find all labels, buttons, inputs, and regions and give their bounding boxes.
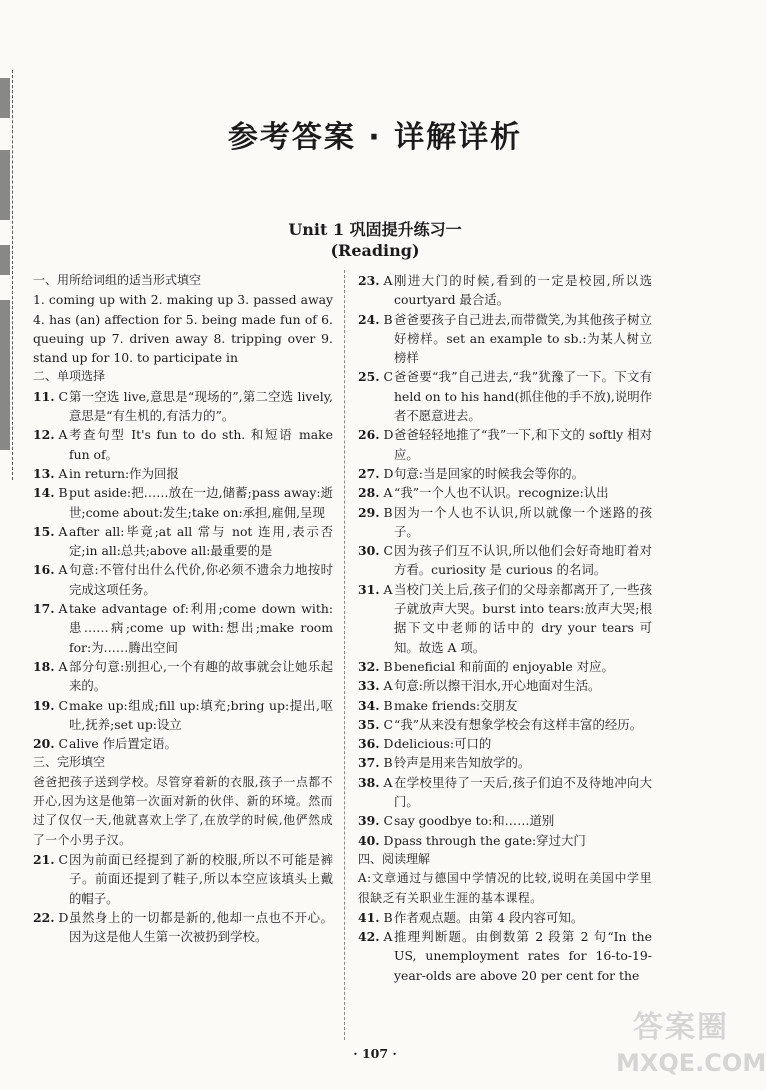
answer-item <box>358 734 652 753</box>
answer-letter: C <box>383 369 393 385</box>
answer-paragraph: 1. coming up with 2. making up 3. passed away 4. has (an) affection for 5. being made fun of 6. queuing up 7. driven away 8. tripping over 9. stand up for 10. to participate in <box>33 292 333 366</box>
answer-item <box>358 367 652 425</box>
answer-letter: A <box>58 658 68 674</box>
answer-letter: B <box>383 658 393 674</box>
answer-explanation: after all:毕竟;at all 常与 not 连用,表示否定;in all:总共;above all:最重要的是 <box>69 523 333 559</box>
answer-explanation: make friends:交朋友 <box>394 697 518 713</box>
answer-explanation: 当校门关上后,孩子们的父母亲都离开了,一些孩子就放声大哭。burst into tears:放声大哭;根据下文中老师的话中的 dry your tears 可知。故选 A 项。 <box>394 581 652 655</box>
answer-letter: B <box>383 697 393 713</box>
answer-label <box>33 850 69 908</box>
unit-heading: Unit 1 巩固提升练习一 <box>288 220 462 239</box>
answer-item <box>358 541 652 580</box>
answer-explanation: make up:组成;fill up:填充;bring up:提出,呕吐,抚养;set up:设立 <box>69 697 333 732</box>
question-number: 41. <box>358 909 380 925</box>
answer-item <box>358 908 652 927</box>
answer-item <box>358 464 652 483</box>
answer-explanation: 考查句型 It's fun to do sth. 和短语 make fun of。 <box>69 427 333 462</box>
answer-letter: A <box>58 465 68 481</box>
answer-item <box>358 676 652 695</box>
answer-label <box>33 734 69 753</box>
answer-explanation: alive 作后置定语。 <box>69 736 177 752</box>
answer-letter: C <box>58 697 68 713</box>
answer-item <box>358 753 652 772</box>
answer-item <box>33 425 333 464</box>
question-number: 42. <box>358 929 380 945</box>
answer-explanation: in return:作为回报 <box>69 465 179 481</box>
answer-label <box>358 734 394 753</box>
answer-label <box>358 464 394 483</box>
question-number: 32. <box>358 658 380 674</box>
question-number: 17. <box>33 601 55 617</box>
answer-explanation: put aside:把……放在一边,储蓄;pass away:逝世;come about:发生;take on:承担,雇佣,呈现 <box>69 485 333 520</box>
answer-item <box>358 773 652 812</box>
answer-explanation: 部分句意:别担心,一个有趣的故事就会让她乐起来的。 <box>69 658 333 694</box>
answer-letter: D <box>383 736 394 752</box>
answer-explanation: 因为前面已经提到了新的校服,所以不可能是裤子。前面还提到了鞋子,所以本空应该填头上戴的帽子。 <box>69 851 333 906</box>
answer-item <box>358 811 652 830</box>
answer-explanation: 铃声是用来告知放学的。 <box>394 755 531 771</box>
answer-label <box>358 367 394 425</box>
right-column <box>358 271 652 985</box>
question-number: 40. <box>358 832 380 848</box>
answer-label <box>358 927 394 985</box>
passage-summary: 爸爸把孩子送到学校。尽管穿着新的衣服,孩子一点都不开心,因为这是他第一次面对新的伙伴、新的环境。然而过了仅仅一天,他就喜欢上学了,在放学的时候,他俨然成了一个小男子汉。 <box>33 774 333 847</box>
answer-item <box>33 734 333 753</box>
answer-label <box>33 483 69 522</box>
section-heading: 四、阅读理解 <box>358 851 431 866</box>
question-number: 24. <box>358 311 380 327</box>
answer-item <box>358 271 652 310</box>
answer-letter: A <box>58 562 68 578</box>
answer-letter: D <box>58 909 69 925</box>
answer-explanation: “我”从来没有想象学校会有这样丰富的经历。 <box>394 716 643 732</box>
answer-label <box>358 773 394 812</box>
answer-label <box>358 483 394 502</box>
answer-label <box>33 696 69 735</box>
question-number: 23. <box>358 273 380 288</box>
answer-item <box>358 580 652 657</box>
answer-item <box>33 483 333 522</box>
answer-label <box>358 580 394 657</box>
answer-explanation: 爸爸要“我”自己进去,“我”犹豫了一下。下文有 held on to his hand(抓住他的手不放),说明作者不愿意进去。 <box>394 369 652 424</box>
answer-label <box>33 522 69 561</box>
answer-item <box>358 715 652 734</box>
answer-letter: D <box>383 832 394 848</box>
question-number: 27. <box>358 465 380 481</box>
answer-letter: A <box>383 581 393 597</box>
answer-letter: A <box>383 678 393 694</box>
question-number: 30. <box>358 543 380 559</box>
answer-label <box>33 657 69 696</box>
answer-label <box>33 599 69 657</box>
watermark-bottom: MXQE.COM <box>616 1049 766 1077</box>
answer-label <box>33 464 69 483</box>
question-number: 38. <box>358 774 380 790</box>
answer-label <box>33 908 69 947</box>
answer-label <box>33 387 69 426</box>
answer-item <box>33 387 333 426</box>
answer-explanation: delicious:可口的 <box>394 736 492 752</box>
answer-explanation: 句意:当是回家的时候我会等你的。 <box>394 465 585 481</box>
column-divider <box>344 270 345 1040</box>
answer-label <box>358 541 394 580</box>
answer-letter: B <box>383 909 393 925</box>
answer-letter: B <box>383 755 393 771</box>
answer-explanation: 爸爸要孩子自己进去,而带微笑,为其他孩子树立好榜样。set an example to sb.:为某人树立榜样 <box>394 311 652 366</box>
answer-item <box>358 831 652 850</box>
answer-letter: C <box>58 388 68 404</box>
question-number: 19. <box>33 697 55 713</box>
answer-item <box>33 908 333 947</box>
question-number: 14. <box>33 485 55 501</box>
answer-letter: A <box>383 485 393 501</box>
question-number: 21. <box>33 851 55 867</box>
answer-item <box>33 599 333 657</box>
answer-explanation: pass through the gate:穿过大门 <box>394 832 586 848</box>
question-number: 34. <box>358 697 380 713</box>
answer-letter: C <box>58 736 68 752</box>
answer-explanation: 虽然身上的一切都是新的,他却一点也不开心。因为这是他人生第一次被扔到学校。 <box>69 909 333 945</box>
answer-explanation: 爸爸轻轻地推了“我”一下,和下文的 softly 相对应。 <box>394 427 652 462</box>
question-number: 20. <box>33 736 55 752</box>
answer-explanation: say goodbye to:和……道别 <box>394 813 555 829</box>
answer-letter: B <box>383 311 393 327</box>
answer-letter: C <box>383 716 393 732</box>
answer-item <box>33 850 333 908</box>
answer-explanation: beneficial 和前面的 enjoyable 对应。 <box>394 658 614 674</box>
watermark-logo <box>616 1008 766 1086</box>
answer-letter: A <box>58 427 68 443</box>
page-title: 参考答案 · 详解详析 <box>227 120 523 155</box>
answer-label <box>358 811 394 830</box>
question-number: 28. <box>358 485 380 501</box>
answer-label <box>358 310 394 368</box>
answer-item <box>358 310 652 368</box>
section-heading: 二、单项选择 <box>33 369 106 384</box>
answer-explanation: take advantage of:利用;come down with:患……病;come up with:想出;make room for:为……腾出空间 <box>69 601 333 655</box>
answer-label <box>358 657 394 676</box>
section-heading: 三、完形填空 <box>33 755 106 770</box>
answer-label <box>358 908 394 927</box>
answer-letter: A <box>383 273 393 288</box>
answer-letter: C <box>383 813 393 829</box>
answer-explanation: 在学校里待了一天后,孩子们迫不及待地冲向大门。 <box>394 774 652 810</box>
unit-title <box>0 219 750 261</box>
answer-letter: A <box>383 929 393 945</box>
answer-letter: D <box>383 427 394 443</box>
answer-letter: A <box>383 774 393 790</box>
answer-item <box>358 425 652 464</box>
answer-letter: A <box>58 601 68 617</box>
answer-item <box>33 696 333 735</box>
question-number: 13. <box>33 465 55 481</box>
question-number: 25. <box>358 369 380 385</box>
page-number: · 107 · <box>353 1046 397 1061</box>
answer-explanation: 句意:不管付出什么代价,你必须不遗余力地按时完成这项任务。 <box>69 562 333 597</box>
answer-letter: B <box>383 504 393 520</box>
watermark-top: 答案圈 <box>633 1010 729 1045</box>
answer-explanation: 因为一个人也不认识,所以就像一个迷路的孩子。 <box>394 504 652 539</box>
answer-explanation: 刚进大门的时候,看到的一定是校园,所以选 courtyard 最合适。 <box>394 273 652 308</box>
answer-explanation: 第一空选 live,意思是“现场的”,第二空选 lively,意思是“有生机的,有活力的”。 <box>69 388 333 424</box>
answer-item <box>358 657 652 676</box>
question-number: 26. <box>358 427 380 443</box>
answer-label <box>358 425 394 464</box>
question-number: 33. <box>358 678 380 694</box>
answer-explanation: 句意:所以擦干泪水,开心地面对生活。 <box>394 678 601 694</box>
answer-label <box>358 831 394 850</box>
answer-explanation: 作者观点题。由第 4 段内容可知。 <box>394 909 584 925</box>
answer-item <box>358 483 652 502</box>
answer-label <box>358 271 394 310</box>
answer-label <box>33 425 69 464</box>
answer-label <box>358 715 394 734</box>
question-number: 18. <box>33 658 55 674</box>
answer-label <box>358 503 394 542</box>
answer-item <box>33 464 333 483</box>
question-number: 29. <box>358 504 380 520</box>
answer-explanation: 因为孩子们互不认识,所以他们会好奇地盯着对方看。curiosity 是 curious 的名词。 <box>394 543 652 578</box>
answer-label <box>33 560 69 599</box>
section-heading: 一、用所给词组的适当形式填空 <box>33 273 202 287</box>
passage-summary: A:文章通过与德国中学情况的比较,说明在美国中学里很缺乏有关职业生涯的基本课程。 <box>358 871 652 905</box>
question-number: 36. <box>358 736 380 752</box>
answer-letter: C <box>383 543 393 559</box>
answer-item <box>358 503 652 542</box>
question-number: 15. <box>33 523 55 539</box>
question-number: 22. <box>33 909 55 925</box>
question-number: 35. <box>358 716 380 732</box>
answer-letter: D <box>383 465 394 481</box>
question-number: 31. <box>358 581 380 597</box>
unit-subheading: (Reading) <box>330 241 420 260</box>
left-column <box>33 271 333 946</box>
answer-item <box>358 696 652 715</box>
question-number: 12. <box>33 427 55 443</box>
question-number: 39. <box>358 813 380 829</box>
answer-explanation: “我”一个人也不认识。recognize:认出 <box>394 485 609 501</box>
answer-letter: A <box>58 523 68 539</box>
answer-explanation: 推理判断题。由倒数第 2 段第 2 句“In the US, unemployment rates for 16-to-19-year-olds are above 20 per cent for the <box>394 929 652 983</box>
answer-label <box>358 676 394 695</box>
answer-label <box>358 753 394 772</box>
answer-letter: B <box>58 485 68 501</box>
question-number: 11. <box>33 388 55 404</box>
question-number: 16. <box>33 562 55 578</box>
answer-item <box>33 657 333 696</box>
question-number: 37. <box>358 755 380 771</box>
answer-item <box>33 560 333 599</box>
answer-letter: C <box>58 851 68 867</box>
answer-item <box>358 927 652 985</box>
answer-item <box>33 522 333 561</box>
answer-label <box>358 696 394 715</box>
